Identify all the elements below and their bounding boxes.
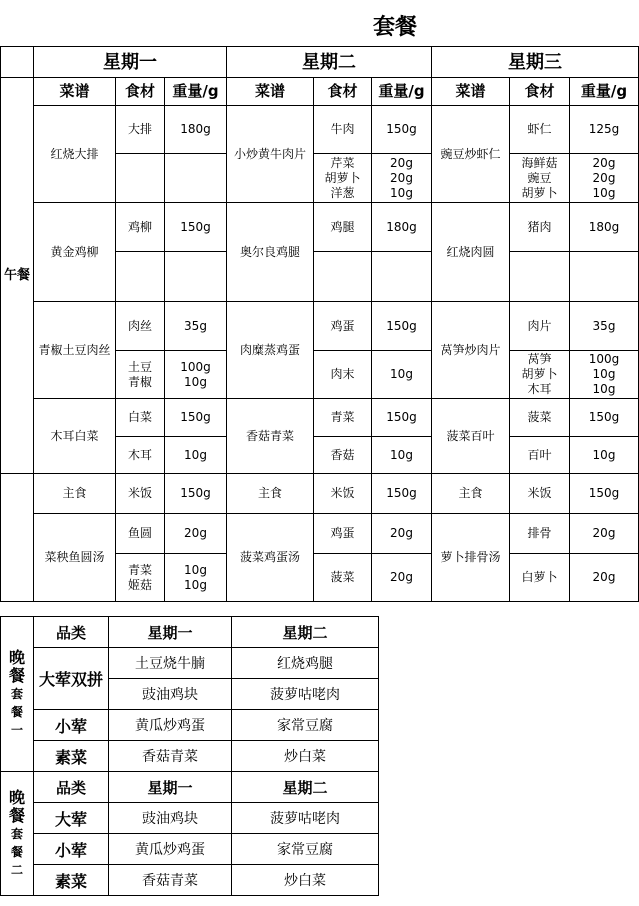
set-label-char: 餐 — [10, 705, 23, 719]
weight: 10g — [390, 367, 413, 381]
dish-header: 菜谱 — [432, 78, 510, 106]
ingredient-cell — [116, 302, 165, 351]
weight: 20g — [390, 526, 413, 540]
day-header-row — [1, 47, 639, 78]
ingredient: 排骨 — [527, 526, 552, 540]
day-header: 星期三 — [432, 47, 639, 78]
ingredient-cell — [116, 106, 165, 154]
tuesday-dish: 红烧鸡腿 — [232, 648, 379, 679]
weight: 10g — [390, 185, 413, 200]
weight: 10g — [592, 185, 616, 200]
ingredient-cell — [510, 554, 570, 602]
tuesday-dish: 炒白菜 — [232, 865, 379, 896]
dish-name: 主食 — [227, 474, 314, 514]
weight-cell — [165, 154, 227, 203]
dish-name: 红烧大排 — [34, 106, 116, 203]
weight: 180g — [588, 219, 620, 234]
meal-blank-cell — [1, 474, 34, 602]
day-header: 星期二 — [227, 47, 432, 78]
weight: 150g — [180, 486, 211, 500]
dish-name: 红烧肉圆 — [432, 203, 510, 302]
ingredient: 白菜 — [127, 410, 152, 424]
weight: 125g — [588, 122, 620, 136]
dinner-set-label — [1, 772, 34, 896]
weight: 150g — [386, 486, 417, 500]
weight-cell — [570, 554, 639, 602]
ingredient-cell — [510, 437, 570, 474]
weight: 10g — [184, 562, 207, 577]
dish-name: 菜秧鱼圆汤 — [34, 514, 116, 602]
category-cell: 素菜 — [34, 865, 109, 896]
monday-dish: 豉油鸡块 — [109, 679, 232, 710]
weight: 150g — [386, 410, 417, 424]
ingredient-cell — [510, 203, 570, 252]
page-title: 套餐 — [372, 15, 417, 40]
dish-header: 菜谱 — [227, 78, 314, 106]
weight: 150g — [180, 410, 211, 424]
monday-header: 星期一 — [109, 617, 232, 648]
ingredient-cell — [314, 351, 372, 399]
dinner-row — [1, 648, 379, 679]
weight: 10g — [592, 447, 616, 462]
dish-name: 菠菜百叶 — [432, 399, 510, 474]
ingredient-cell — [510, 399, 570, 437]
ingredient-cell — [510, 474, 570, 514]
ingredient: 百叶 — [527, 447, 552, 462]
dinner-row — [1, 865, 379, 896]
ingredient-cell — [116, 252, 165, 302]
weight: 100g — [588, 352, 620, 366]
tuesday-dish: 菠萝咕咾肉 — [232, 679, 379, 710]
dish-name: 菠菜鸡蛋汤 — [227, 514, 314, 602]
weight: 35g — [184, 318, 207, 333]
ingredient: 胡萝卜 — [521, 185, 558, 200]
weight-cell — [570, 351, 639, 399]
weight-cell — [570, 203, 639, 252]
ingredient-cell — [314, 106, 372, 154]
ingredient: 海鲜菇 — [521, 155, 558, 170]
weight-cell — [372, 437, 432, 474]
ingredient: 猪肉 — [527, 219, 552, 234]
ingredient: 胡萝卜 — [324, 170, 361, 185]
ingredient-cell — [510, 514, 570, 554]
weight: 10g — [184, 447, 207, 462]
monday-dish: 黄瓜炒鸡蛋 — [109, 710, 232, 741]
column-header-row — [1, 78, 639, 106]
ingredient-cell — [116, 351, 165, 399]
weight-cell — [165, 351, 227, 399]
ingredient-cell — [314, 399, 372, 437]
menu-row — [1, 302, 639, 351]
ingredient-cell — [510, 302, 570, 351]
ingredient-header: 食材 — [314, 78, 372, 106]
dish-name: 肉糜蒸鸡蛋 — [227, 302, 314, 399]
ingredient-header: 食材 — [510, 78, 570, 106]
set-label-char: 一 — [10, 723, 23, 737]
ingredient: 米饭 — [527, 486, 552, 500]
weight-cell — [372, 203, 432, 252]
tuesday-dish: 家常豆腐 — [232, 710, 379, 741]
weight: 20g — [390, 170, 413, 185]
weight: 10g — [592, 367, 616, 381]
weight: 35g — [592, 318, 616, 333]
weight: 10g — [592, 382, 616, 396]
ingredient-cell — [116, 203, 165, 252]
ingredient: 土豆 — [127, 359, 152, 374]
ingredient: 鸡腿 — [330, 219, 355, 234]
ingredient: 白萝卜 — [521, 570, 558, 584]
dinner-header-row — [1, 772, 379, 803]
set-label-char: 餐 — [8, 805, 25, 825]
weight: 100g — [180, 359, 211, 374]
ingredient-cell — [116, 514, 165, 554]
ingredient-cell — [314, 252, 372, 302]
ingredient-cell — [510, 351, 570, 399]
ingredient: 青椒 — [127, 374, 152, 389]
dish-name: 萝卜排骨汤 — [432, 514, 510, 602]
ingredient-header: 食材 — [116, 78, 165, 106]
dish-name: 奥尔良鸡腿 — [227, 203, 314, 302]
menu-row — [1, 399, 639, 437]
tuesday-dish: 家常豆腐 — [232, 834, 379, 865]
ingredient-cell — [314, 203, 372, 252]
monday-dish: 豉油鸡块 — [109, 803, 232, 834]
set-label-char: 二 — [10, 862, 23, 877]
ingredient: 胡萝卜 — [521, 367, 558, 381]
weight: 20g — [592, 570, 616, 584]
dinner-menu-table — [0, 616, 379, 896]
ingredient-cell — [314, 302, 372, 351]
ingredient-cell — [510, 106, 570, 154]
set-label-char: 套 — [10, 687, 23, 701]
ingredient: 姬菇 — [127, 577, 152, 592]
weight-cell — [570, 252, 639, 302]
weight-cell — [165, 514, 227, 554]
weight: 10g — [390, 447, 413, 462]
ingredient-cell — [510, 252, 570, 302]
dish-name: 豌豆炒虾仁 — [432, 106, 510, 203]
weight-cell — [570, 437, 639, 474]
dish-name: 香菇青菜 — [227, 399, 314, 474]
ingredient-cell — [116, 399, 165, 437]
weight-cell — [372, 252, 432, 302]
weight: 20g — [592, 526, 616, 540]
weight-cell — [165, 399, 227, 437]
weight: 20g — [390, 570, 413, 584]
category-header: 品类 — [34, 772, 109, 803]
ingredient: 莴笋 — [527, 352, 552, 366]
weight: 150g — [386, 122, 417, 136]
tuesday-header: 星期二 — [232, 617, 379, 648]
weight: 10g — [184, 374, 207, 389]
dish-header: 菜谱 — [34, 78, 116, 106]
weight-cell — [570, 474, 639, 514]
dish-name: 黄金鸡柳 — [34, 203, 116, 302]
lunch-menu-table — [0, 46, 639, 602]
tuesday-dish: 菠萝咕咾肉 — [232, 803, 379, 834]
set-label-char: 晚 — [8, 648, 25, 667]
menu-row — [1, 106, 639, 154]
ingredient-cell — [314, 514, 372, 554]
monday-dish: 香菇青菜 — [109, 865, 232, 896]
weight-cell — [570, 399, 639, 437]
dish-name: 木耳白菜 — [34, 399, 116, 474]
menu-row — [1, 203, 639, 252]
tuesday-dish: 炒白菜 — [232, 741, 379, 772]
weight: 180g — [386, 219, 417, 234]
weight-cell — [372, 399, 432, 437]
category-header: 品类 — [34, 617, 109, 648]
meal-label: 午餐 — [1, 78, 34, 474]
ingredient: 芹菜 — [330, 155, 355, 170]
ingredient-cell — [116, 554, 165, 602]
category-cell: 小荤 — [34, 710, 109, 741]
weight-cell — [570, 302, 639, 351]
monday-dish: 香菇青菜 — [109, 741, 232, 772]
ingredient: 木耳 — [127, 447, 152, 462]
weight: 20g — [184, 526, 207, 540]
weight-cell — [570, 514, 639, 554]
weight-cell — [372, 514, 432, 554]
weight-cell — [372, 351, 432, 399]
corner-cell — [1, 47, 34, 78]
category-cell: 大荤双拼 — [34, 648, 109, 710]
weight-cell — [165, 554, 227, 602]
ingredient: 鱼圆 — [127, 526, 152, 540]
dinner-row — [1, 803, 379, 834]
weight: 20g — [592, 170, 616, 185]
set-label-char: 套 — [10, 826, 23, 841]
weight-cell — [165, 302, 227, 351]
ingredient: 鸡蛋 — [330, 318, 355, 333]
weight: 10g — [184, 577, 207, 592]
weight-cell — [570, 154, 639, 203]
weight-cell — [372, 302, 432, 351]
set-label-char: 晚 — [8, 787, 25, 807]
weight: 20g — [390, 155, 413, 170]
ingredient-cell — [314, 474, 372, 514]
ingredient: 木耳 — [527, 382, 552, 396]
dinner-header-row — [1, 617, 379, 648]
ingredient: 虾仁 — [527, 122, 552, 136]
weight-cell — [165, 106, 227, 154]
weight-cell — [372, 106, 432, 154]
dish-name: 主食 — [34, 474, 116, 514]
ingredient: 肉丝 — [127, 318, 152, 333]
monday-dish: 土豆烧牛腩 — [109, 648, 232, 679]
ingredient: 鸡柳 — [127, 219, 152, 234]
dinner-row — [1, 741, 379, 772]
weight-header: 重量/g — [372, 78, 432, 106]
weight: 150g — [588, 410, 620, 424]
ingredient: 洋葱 — [330, 185, 355, 200]
ingredient: 青菜 — [330, 410, 355, 424]
ingredient-cell — [116, 154, 165, 203]
weight-cell — [165, 203, 227, 252]
ingredient: 鸡蛋 — [330, 526, 355, 540]
menu-row — [1, 514, 639, 554]
dish-name: 青椒土豆肉丝 — [34, 302, 116, 399]
ingredient-cell — [314, 554, 372, 602]
ingredient-cell — [314, 437, 372, 474]
ingredient: 豌豆 — [527, 170, 552, 185]
ingredient: 香菇 — [330, 447, 355, 462]
weight-cell — [372, 554, 432, 602]
monday-header: 星期一 — [109, 772, 232, 803]
weight: 180g — [180, 122, 211, 136]
dish-name: 主食 — [432, 474, 510, 514]
weight: 150g — [386, 318, 417, 333]
tuesday-header: 星期二 — [232, 772, 379, 803]
weight-cell — [165, 252, 227, 302]
ingredient-cell — [116, 437, 165, 474]
dish-name: 小炒黄牛肉片 — [227, 106, 314, 203]
dinner-set-label — [1, 617, 34, 772]
weight-cell — [570, 106, 639, 154]
dinner-row — [1, 834, 379, 865]
ingredient: 牛肉 — [330, 122, 355, 136]
weight: 150g — [180, 219, 211, 234]
set-label-char: 餐 — [8, 666, 25, 685]
weight-cell — [165, 437, 227, 474]
weight-cell — [372, 474, 432, 514]
dish-name: 莴笋炒肉片 — [432, 302, 510, 399]
weight: 20g — [592, 155, 616, 170]
weight-cell — [372, 154, 432, 203]
weight-cell — [165, 474, 227, 514]
ingredient-cell — [510, 154, 570, 203]
monday-dish: 黄瓜炒鸡蛋 — [109, 834, 232, 865]
category-cell: 小荤 — [34, 834, 109, 865]
ingredient: 米饭 — [127, 486, 152, 500]
weight-header: 重量/g — [165, 78, 227, 106]
set-label-char: 餐 — [10, 844, 23, 859]
ingredient: 肉末 — [330, 367, 355, 381]
weight: 150g — [588, 486, 620, 500]
category-cell: 素菜 — [34, 741, 109, 772]
category-cell: 大荤 — [34, 803, 109, 834]
ingredient: 菠菜 — [330, 570, 355, 584]
ingredient: 肉片 — [527, 318, 552, 333]
ingredient-cell — [116, 474, 165, 514]
menu-row — [1, 474, 639, 514]
ingredient: 米饭 — [330, 486, 355, 500]
ingredient: 大排 — [127, 122, 152, 136]
dinner-row — [1, 710, 379, 741]
ingredient-cell — [314, 154, 372, 203]
weight-header: 重量/g — [570, 78, 639, 106]
ingredient: 菠菜 — [527, 410, 552, 424]
ingredient: 青菜 — [127, 562, 152, 577]
day-header: 星期一 — [34, 47, 227, 78]
